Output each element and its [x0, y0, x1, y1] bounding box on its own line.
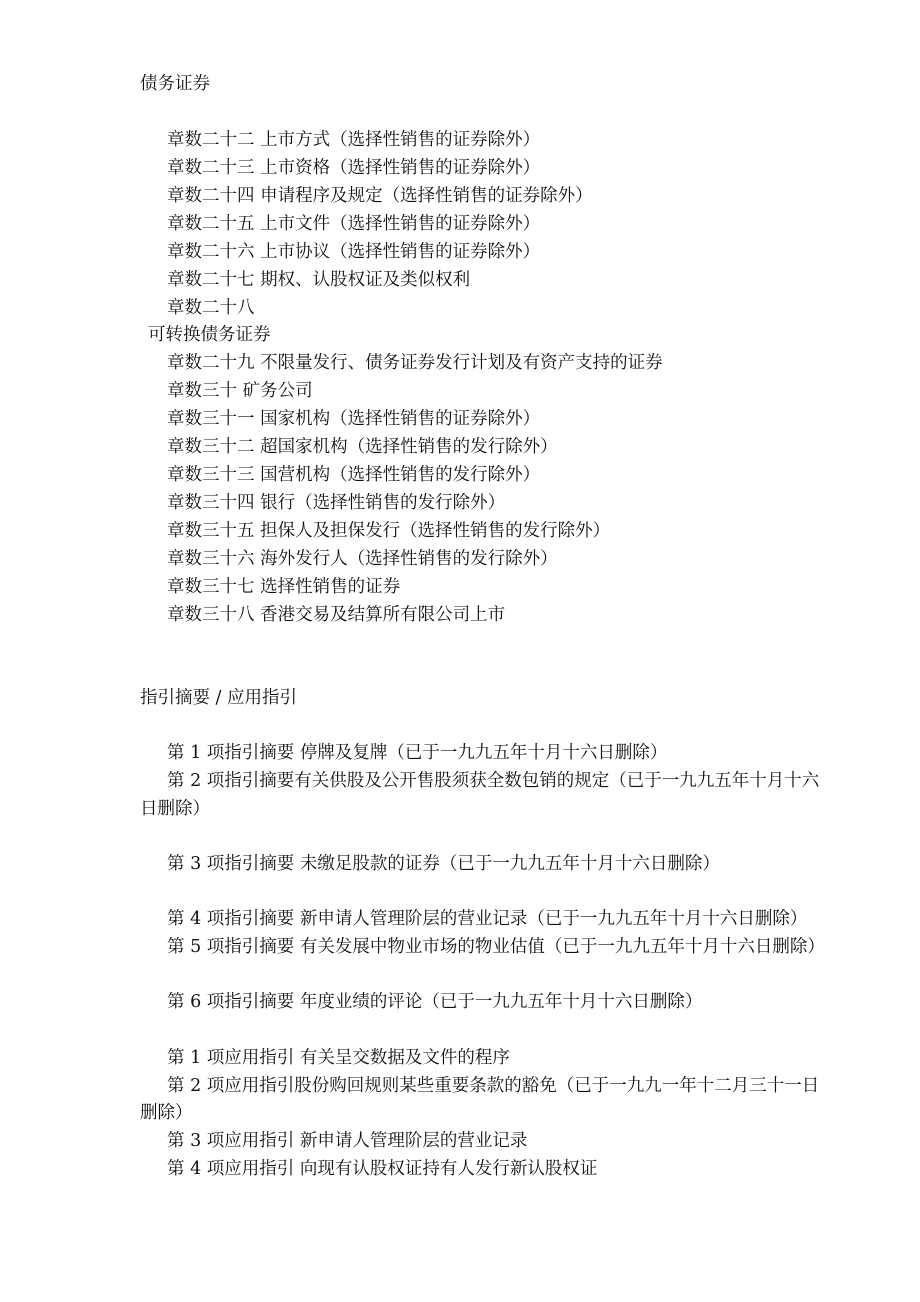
chapter-30 [167, 379, 313, 403]
guide-item: 第 3 项指引摘要 未缴足股款的证券（已于一九九五年十月十六日删除） [167, 854, 720, 874]
chapter-number: 章数二十六 [167, 242, 255, 262]
chapter-24 [167, 184, 593, 208]
chapter-number: 章数二十二 [167, 130, 255, 150]
chapter-title: 上市协议（选择性销售的证券除外） [260, 242, 541, 262]
guide-item: 第 1 项应用指引 有关呈交数据及文件的程序 [167, 1048, 510, 1068]
chapter-23 [167, 156, 540, 180]
chapter-number: 章数三十一 [167, 409, 255, 429]
chapter-number: 章数三十四 [167, 493, 255, 513]
chapter-title: 海外发行人（选择性销售的发行除外） [260, 549, 558, 569]
chapter-25 [167, 212, 540, 236]
chapter-number: 章数二十九 [167, 353, 255, 373]
chapter-number: 章数三十八 [167, 605, 255, 625]
chapter-number: 章数三十七 [167, 577, 255, 597]
chapter-33 [167, 463, 540, 487]
subheading-convertible-debt: 可转换债务证券 [148, 325, 271, 345]
chapter-title: 不限量发行、债务证券发行计划及有资产支持的证券 [260, 353, 663, 373]
chapter-36 [167, 547, 558, 571]
chapter-title: 上市文件（选择性销售的证券除外） [260, 214, 541, 234]
chapter-title: 担保人及担保发行（选择性销售的发行除外） [260, 521, 611, 541]
guide-item: 第 4 项应用指引 向现有认股权证持有人发行新认股权证 [167, 1159, 598, 1179]
chapter-title: 上市方式（选择性销售的证券除外） [260, 130, 541, 150]
chapter-title: 期权、认股权证及类似权利 [260, 270, 471, 290]
chapter-37 [167, 575, 400, 599]
section-heading-debt-securities: 债务证券 [140, 74, 210, 94]
chapter-34 [167, 491, 505, 515]
chapter-number: 章数二十四 [167, 186, 255, 206]
chapter-number: 章数二十七 [167, 270, 255, 290]
chapter-31 [167, 407, 540, 431]
chapter-number: 章数三十二 [167, 437, 255, 457]
chapter-22 [167, 128, 540, 152]
chapter-28 [167, 296, 260, 320]
chapter-26 [167, 240, 540, 264]
guide-item: 第 3 项应用指引 新申请人管理阶层的营业记录 [167, 1131, 528, 1151]
chapter-title: 超国家机构（选择性销售的发行除外） [260, 437, 558, 457]
chapter-title: 香港交易及结算所有限公司上市 [260, 605, 506, 625]
chapter-number: 章数三十六 [167, 549, 255, 569]
chapter-title: 银行（选择性销售的发行除外） [260, 493, 506, 513]
guide-item: 第 5 项指引摘要 有关发展中物业市场的物业估值（已于一九九五年十月十六日删除） [167, 937, 825, 957]
chapter-27 [167, 268, 470, 292]
chapter-title: 国家机构（选择性销售的证券除外） [260, 409, 541, 429]
chapter-38 [167, 603, 505, 627]
section-heading-guides: 指引摘要 / 应用指引 [140, 688, 298, 708]
guide-item: 第 2 项应用指引股份购回规则某些重要条款的豁免（已于一九九一年十二月三十一日 [167, 1076, 820, 1096]
chapter-title: 矿务公司 [242, 381, 313, 401]
chapter-title: 申请程序及规定（选择性销售的证券除外） [260, 186, 593, 206]
chapter-35 [167, 519, 610, 543]
guide-item: 第 2 项指引摘要有关供股及公开售股须获全数包销的规定（已于一九九五年十月十六 [167, 771, 820, 791]
guide-item-continuation: 删除） [140, 1103, 193, 1123]
chapter-title: 国营机构（选择性销售的发行除外） [260, 465, 541, 485]
chapter-29 [167, 351, 663, 375]
guide-item-continuation: 日删除） [140, 799, 210, 819]
chapter-title: 上市资格（选择性销售的证券除外） [260, 158, 541, 178]
chapter-number: 章数三十 [167, 381, 237, 401]
guide-item: 第 6 项指引摘要 年度业绩的评论（已于一九九五年十月十六日删除） [167, 992, 703, 1012]
chapter-number: 章数二十五 [167, 214, 255, 234]
chapter-number: 章数二十三 [167, 158, 255, 178]
guide-item: 第 4 项指引摘要 新申请人管理阶层的营业记录（已于一九九五年十月十六日删除） [167, 909, 808, 929]
guide-item: 第 1 项指引摘要 停牌及复牌（已于一九九五年十月十六日删除） [167, 743, 668, 763]
chapter-number: 章数三十五 [167, 521, 255, 541]
chapter-number: 章数三十三 [167, 465, 255, 485]
chapter-32 [167, 435, 558, 459]
chapter-number: 章数二十八 [167, 298, 255, 318]
chapter-title: 选择性销售的证券 [260, 577, 401, 597]
